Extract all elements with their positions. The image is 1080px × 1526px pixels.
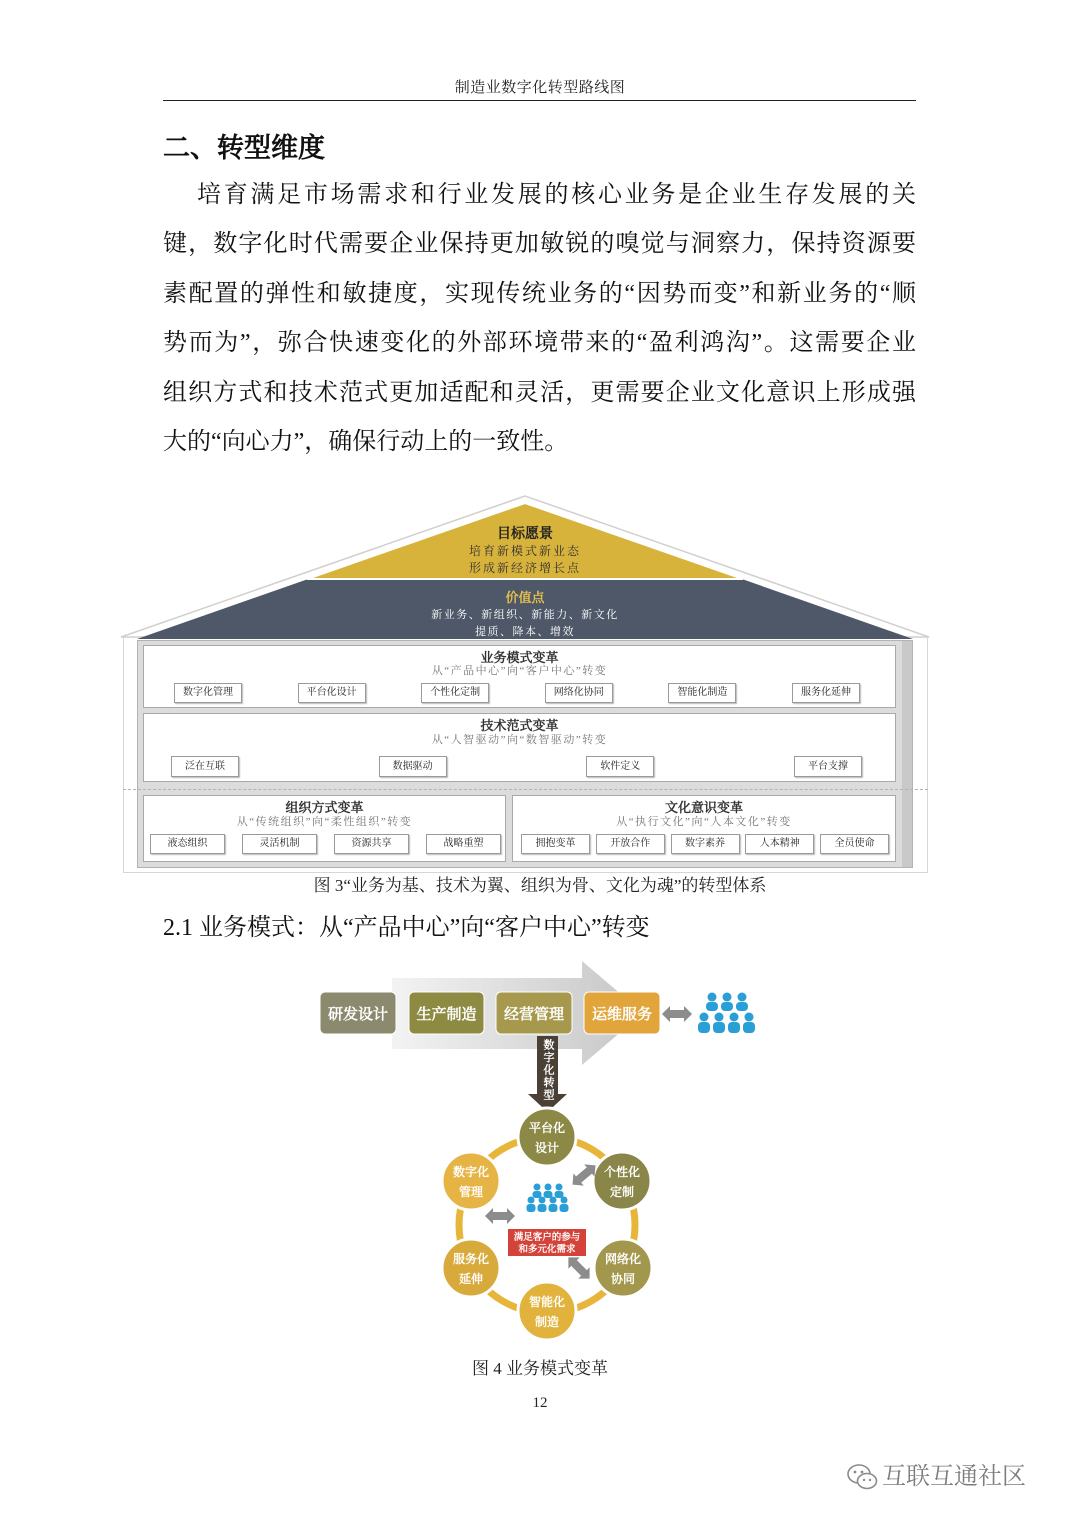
customer-group-icon xyxy=(527,1184,569,1213)
chain-step-management xyxy=(496,992,572,1034)
panel-subtitle: 从“产品中心”向“客户中心”转变 xyxy=(431,665,608,677)
double-arrow-icon xyxy=(662,1006,692,1022)
panel-item: 数字化管理 xyxy=(174,683,242,703)
cycle-node-label: 协同 xyxy=(610,1272,636,1286)
panel-item: 个性化定制 xyxy=(421,683,489,703)
panel-item: 战略重塑 xyxy=(426,834,501,854)
figure3-divider xyxy=(123,789,928,790)
paragraph-line: 键，数字化时代需要企业保持更加敏锐的嗅觉与洞察力，保持资源要 xyxy=(163,231,916,258)
cycle-node-label: 数字化 xyxy=(452,1165,490,1179)
technology-paradigm-panel xyxy=(143,713,896,782)
panel-item: 资源共享 xyxy=(334,834,409,854)
section-heading: 二、转型维度 xyxy=(163,133,325,163)
figure4-diagram xyxy=(300,955,780,1345)
panel-item: 人本精神 xyxy=(745,834,814,854)
cycle-node-personalized-customization xyxy=(593,1152,651,1210)
cycle-node-label: 个性化 xyxy=(603,1165,641,1179)
customer-demand-label: 和多元化需求 xyxy=(518,1244,576,1255)
cycle-node-networked-collaboration xyxy=(594,1239,652,1297)
paragraph-line: 组织方式和技术范式更加适配和灵活，更需要企业文化意识上形成强 xyxy=(163,379,916,406)
panel-subtitle: 从“执行文化”向“人本文化”转变 xyxy=(616,816,792,828)
cycle-node-label: 平台化 xyxy=(528,1121,566,1135)
panel-subtitle: 从“人智驱动”向“数智驱动”转变 xyxy=(431,734,608,746)
value-line: 提质、降本、增效 xyxy=(475,626,575,638)
chain-step-service xyxy=(584,992,660,1034)
panel-subtitle: 从“传统组织”向“柔性组织”转变 xyxy=(236,816,413,828)
panel-title: 文化意识变革 xyxy=(664,800,743,815)
body-paragraph xyxy=(163,171,916,467)
chain-step-label: 研发设计 xyxy=(327,1006,389,1023)
cycle-node-label: 定制 xyxy=(609,1185,635,1199)
chain-step-label: 运维服务 xyxy=(591,1006,653,1023)
chain-step-production xyxy=(409,992,484,1034)
wechat-icon xyxy=(846,1462,880,1494)
paragraph-line: 素配置的弹性和敏捷度，实现传统业务的“因势而变”和新业务的“顺 xyxy=(163,280,916,307)
double-arrow-icon xyxy=(485,1208,515,1224)
panel-item: 服务化延伸 xyxy=(792,683,860,703)
chain-step-rd xyxy=(320,992,396,1034)
customers-icon xyxy=(698,993,755,1034)
header-rule xyxy=(163,100,916,101)
panel-item: 平台支撑 xyxy=(794,756,862,777)
vision-line: 形成新经济增长点 xyxy=(468,561,582,575)
panel-item: 泛在互联 xyxy=(171,756,239,777)
panel-items xyxy=(513,834,895,854)
figure3-roof xyxy=(115,490,935,642)
panel-items xyxy=(144,683,895,703)
panel-title: 组织方式变革 xyxy=(285,800,364,815)
organization-panel xyxy=(143,795,506,862)
cycle-node-platform-design xyxy=(518,1108,576,1166)
cycle-node-label: 网络化 xyxy=(604,1252,642,1266)
cycle-node-digital-management xyxy=(442,1152,500,1210)
figure3-caption: 图 3“业务为基、技术为翼、组织为骨、文化为魂”的转型体系 xyxy=(313,876,767,895)
panel-title: 技术范式变革 xyxy=(480,718,559,733)
customer-demand-label: 满足客户的参与 xyxy=(513,1232,581,1243)
panel-item: 液态组织 xyxy=(150,834,225,854)
chain-step-label: 生产制造 xyxy=(416,1006,477,1023)
panel-item: 软件定义 xyxy=(586,756,654,777)
panel-item: 开放合作 xyxy=(596,834,665,854)
customer-demand-box xyxy=(508,1229,586,1256)
cycle-node-intelligent-manufacturing xyxy=(518,1282,576,1340)
panel-item: 数据驱动 xyxy=(379,756,447,777)
vision-title: 目标愿景 xyxy=(497,525,553,541)
cycle-node-label: 设计 xyxy=(534,1141,560,1155)
watermark-text: 互联互通社区 xyxy=(882,1463,1026,1490)
paragraph-line: 培育满足市场需求和行业发展的核心业务是企业生存发展的关 xyxy=(197,182,916,208)
value-line: 新业务、新组织、新能力、新文化 xyxy=(431,609,619,621)
panel-item: 数字素养 xyxy=(671,834,740,854)
paragraph-line: 大的“向心力”，确保行动上的一致性。 xyxy=(163,428,569,455)
chain-step-label: 经营管理 xyxy=(503,1006,565,1023)
business-model-panel xyxy=(143,645,896,708)
panel-item: 灵活机制 xyxy=(242,834,317,854)
cycle-node-label: 智能化 xyxy=(528,1295,566,1309)
vision-line: 培育新模式新业态 xyxy=(468,544,582,558)
cycle-node-label: 延伸 xyxy=(458,1272,484,1286)
cycle-node-label: 管理 xyxy=(458,1185,484,1199)
subsection-heading: 2.1 业务模式：从“产品中心”向“客户中心”转变 xyxy=(163,915,650,941)
page-number: 12 xyxy=(532,1395,548,1411)
transformation-label: 数字化转型 xyxy=(542,1038,554,1102)
panel-item: 智能化制造 xyxy=(668,683,736,703)
cycle-node-label: 服务化 xyxy=(452,1252,490,1266)
paragraph-line: 势而为”，弥合快速变化的外部环境带来的“盈利鸿沟”。这需要企业 xyxy=(163,330,916,357)
figure4-caption: 图 4 业务模式变革 xyxy=(472,1359,608,1378)
cycle-node-label: 制造 xyxy=(534,1315,560,1329)
panel-items xyxy=(144,756,895,777)
panel-item: 拥抱变革 xyxy=(521,834,590,854)
culture-panel xyxy=(512,795,896,862)
panel-item: 网络化协同 xyxy=(545,683,613,703)
panel-items xyxy=(144,834,505,854)
running-header: 制造业数字化转型路线图 xyxy=(454,79,626,96)
panel-title: 业务模式变革 xyxy=(480,650,559,665)
value-title: 价值点 xyxy=(505,590,545,605)
panel-item: 全员使命 xyxy=(820,834,889,854)
panel-item: 平台化设计 xyxy=(298,683,366,703)
cycle-node-service-extension xyxy=(442,1239,500,1297)
double-arrow-icon xyxy=(563,1252,596,1285)
